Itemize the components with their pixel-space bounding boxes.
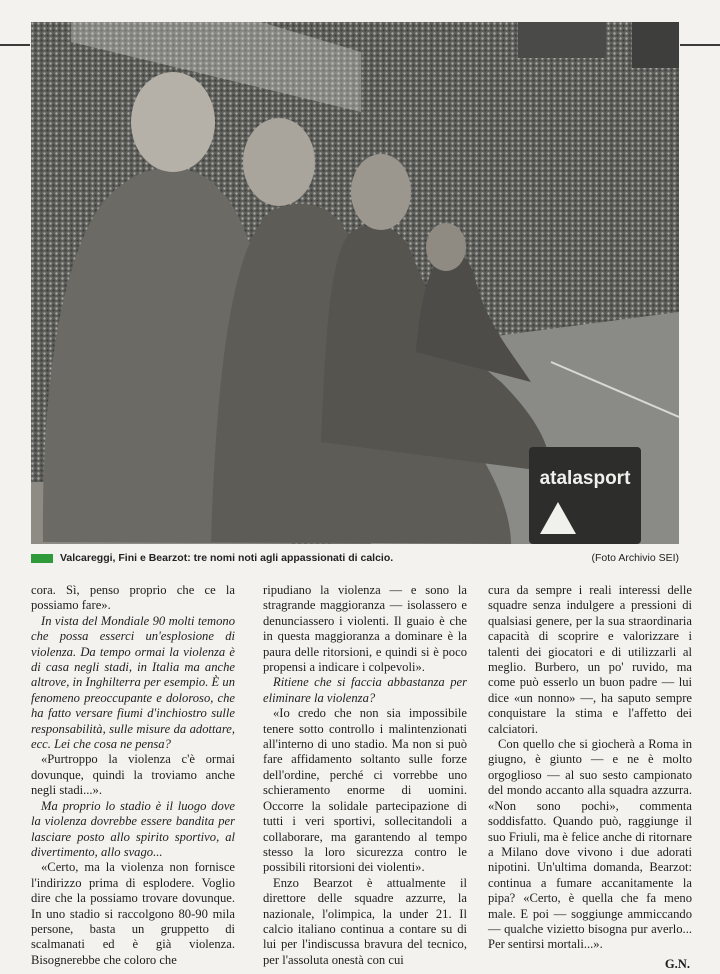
caption-marker <box>31 554 53 563</box>
photo-caption <box>31 551 679 567</box>
paragraph: Enzo Bearzot è attualmente il direttore delle squadre azzurre, la nazionale, l'olimpica, la under 21. Il calcio italiano continua a contare su di lui per l'indiscussa bravura del tecnico, per l'assoluta onestà con cui <box>263 875 467 967</box>
article-column-3 <box>488 583 692 972</box>
photo-credit: (Foto Archivio SEI) <box>591 552 679 564</box>
paragraph: Con quello che si giocherà a Roma in giugno, è giunto — e ne è molto orgoglioso — al suo sesto campionato del mondo accanto alla squadra azzurra. «Non sono pochi», commenta soddisfatto. Quando può, raggiunge il suo Friuli, ma è felice anche di ritornare a Milano dove vivono i due adorati nipotini. Un'ultima domanda, Bearzot: continua a fumare accanitamente la pipa? «Certo, è quella che fa meno male. E poi — soggiunge ammiccando — qualche vizietto bisogna pur averlo... Per sentirsi mortali...». <box>488 737 692 952</box>
author-signature: G.N. <box>664 956 690 971</box>
article-body <box>31 583 692 971</box>
stadium-photo <box>31 22 679 544</box>
man-2-head <box>243 118 315 206</box>
stadium-photo-illustration <box>31 22 679 544</box>
man-1-head <box>131 72 215 172</box>
interview-question: Ma proprio lo stadio è il luogo dove la violenza dovrebbe essere bandita per lasciare posto allo spirito sportivo, al divertimento, allo svago... <box>31 798 235 859</box>
scoreboard <box>518 22 606 58</box>
top-right-rule <box>680 44 720 46</box>
paragraph: «Purtroppo la violenza c'è ormai dovunque, quindi la troviamo anche negli stadi...». <box>31 752 235 798</box>
scoreboard-2 <box>632 22 679 68</box>
paragraph: «Io credo che non sia impossibile tenere sotto controllo i malintenzionati all'interno di uno stadio. Ma non si può fare affidamento soltanto sulle forze dell'ordine, perché ci vorrebbe uno schieramento enorme di uomini. Occorre la solidale partecipazione di tutti i veri sportivi, sollecitandoli a collaborare, ma garantendo al tempo stesso la loro sicurezza contro le possibili ritorsioni dei violenti». <box>263 706 467 875</box>
article-column-2 <box>263 583 467 968</box>
man-3-head <box>351 154 411 230</box>
article-column-1 <box>31 583 235 968</box>
interview-question: Ritiene che si faccia abbastanza per eliminare la violenza? <box>263 675 467 705</box>
paragraph: «Certo, ma la violenza non fornisce l'indirizzo prima di esplodere. Voglio dire che la possiamo trovare dovunque. In uno stadio si raccolgono 80-90 mila persone, basta un gruppetto di scalmanati ed è già violenza. Bisognerebbe che coloro che <box>31 860 235 967</box>
paragraph: ripudiano la violenza — e sono la stragrande maggioranza — isolassero e denunciassero i violenti. Il guaio è che in questa maggioranza a dominare è la paura delle ritorsioni, e quindi si è poco propensi a indicare i colpevoli». <box>263 583 467 675</box>
man-4-head <box>426 223 466 271</box>
sponsor-bag-label: atalasport <box>539 468 631 489</box>
top-left-rule <box>0 44 30 46</box>
caption-text: Valcareggi, Fini e Bearzot: tre nomi noti agli appassionati di calcio. <box>60 552 394 564</box>
paragraph: cora. Sì, penso proprio che ce la possiamo fare». <box>31 583 235 613</box>
paragraph: cura da sempre i reali interessi delle squadre senza indulgere a pressioni di qualsiasi genere, per la sua straordinaria capacità di scoprire e valorizzare i talenti dei giocatori e di utilizzarli al meglio. Burbero, un po' ruvido, ma come può esserlo un buon padre — lui dice «un nonno» —, ha saputo sempre conquistare la stima e l'affetto dei calciatori. <box>488 583 692 736</box>
interview-question: In vista del Mondiale 90 molti temono che possa esserci un'esplosione di violenza. Da tempo ormai la violenza è di casa negli stadi, in Italia ma anche altrove, in Inghilterra per esempio. È un fenomeno preoccupante e doloroso, che ha fatto versare fiumi d'inchiostro sulle responsabilità, sulle misure da adottare, ecc. Lei che cosa ne pensa? <box>31 613 235 752</box>
